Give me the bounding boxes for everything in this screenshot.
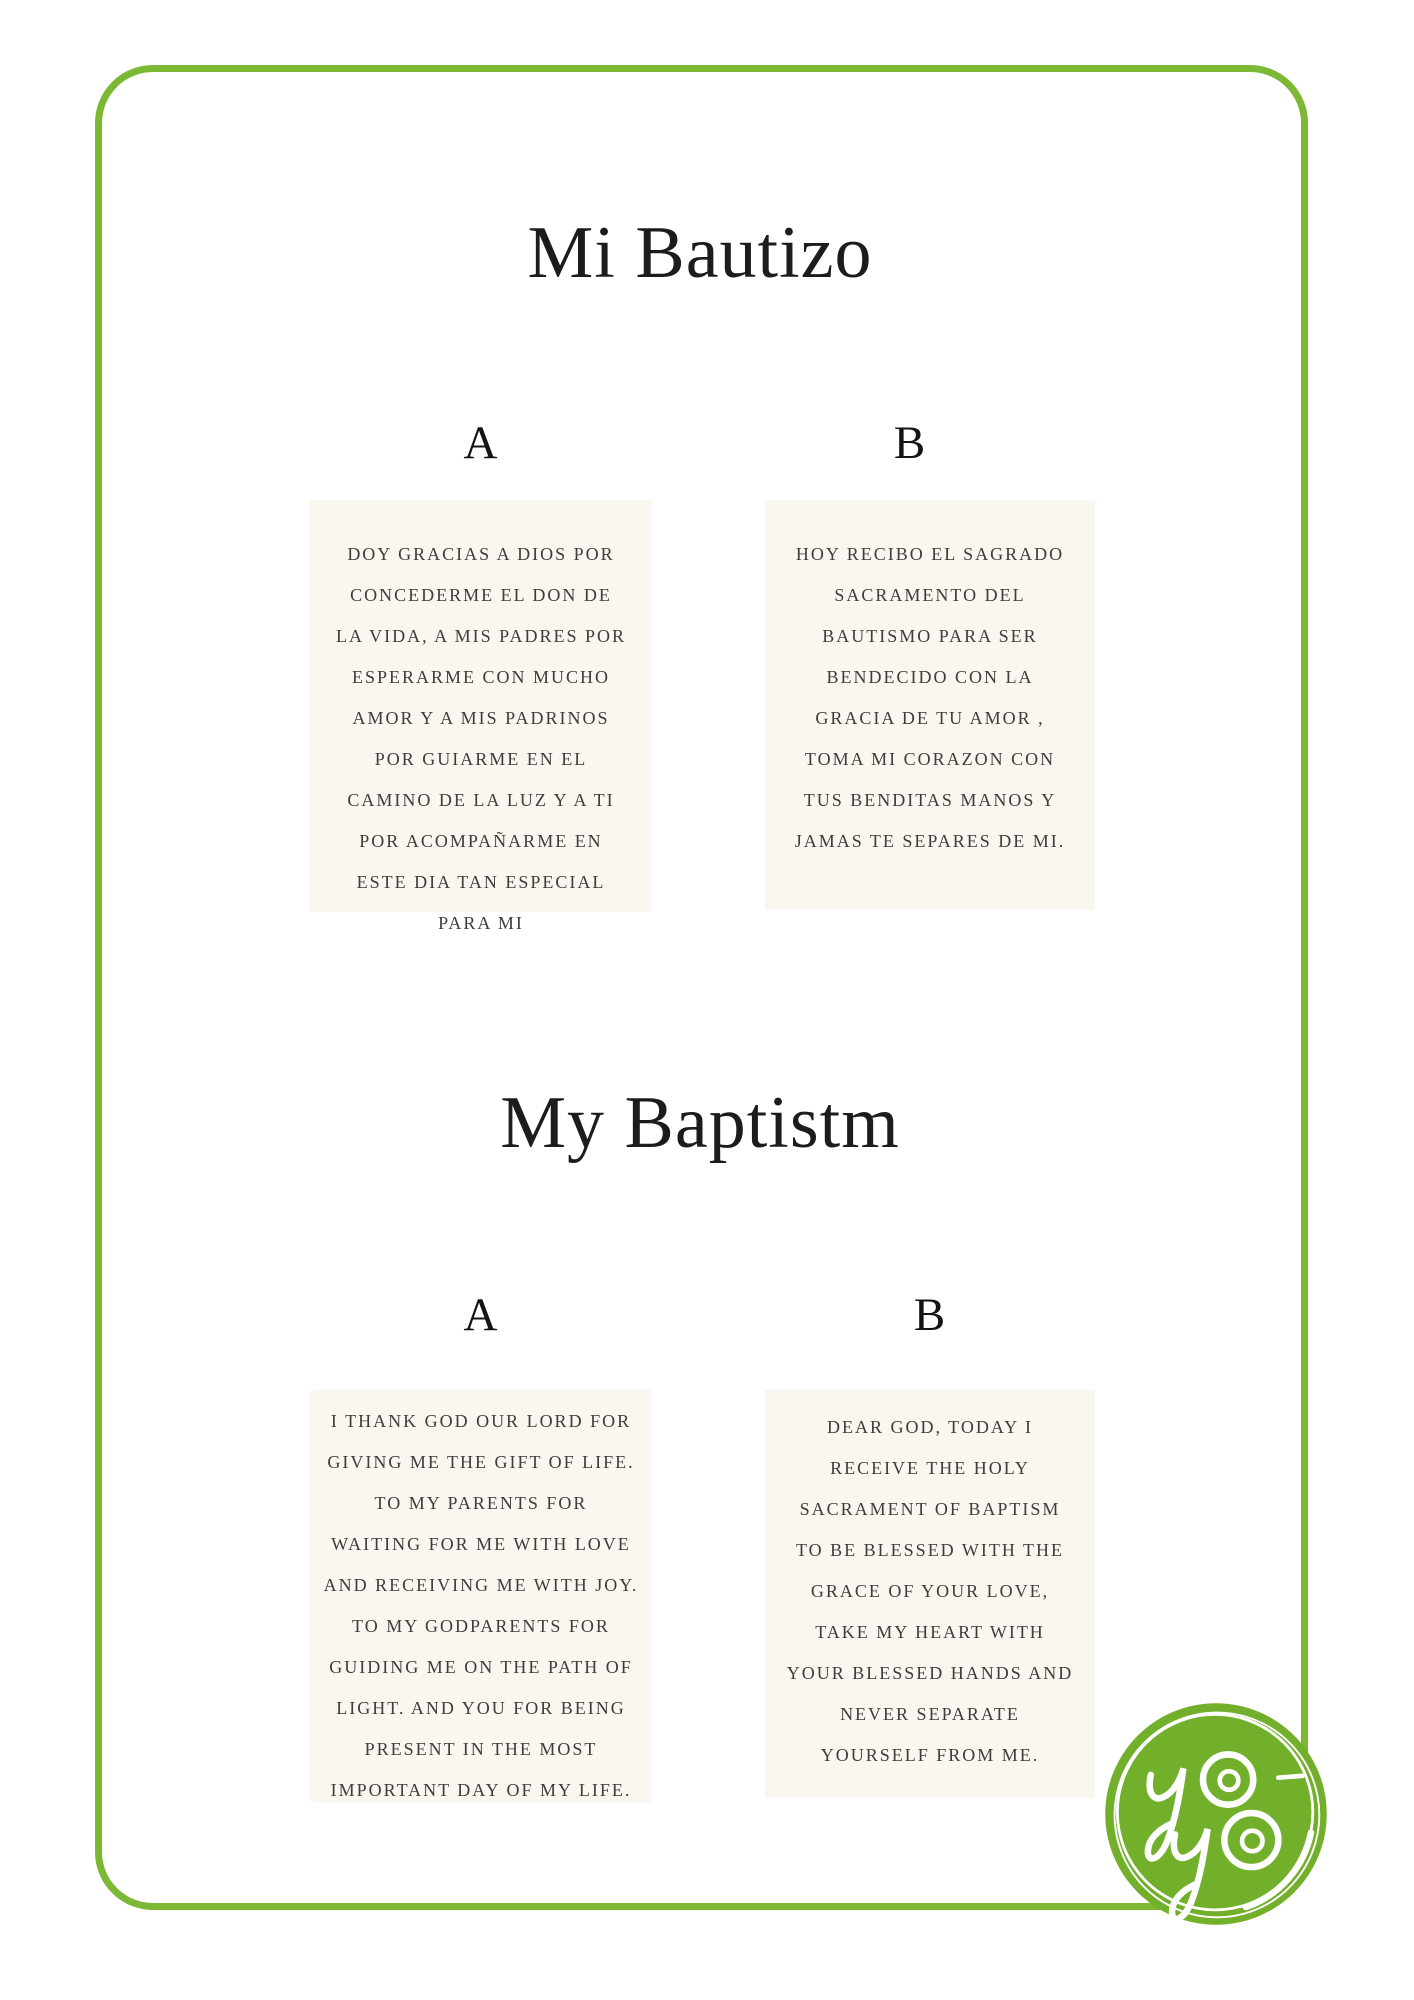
prayer-line: BENDECIDO CON LA: [826, 667, 1034, 687]
prayer-line: CAMINO DE LA LUZ Y A TI: [347, 790, 615, 810]
prayer-line: SACRAMENTO DEL: [834, 585, 1026, 605]
prayer-line: DEAR GOD, TODAY I: [826, 1417, 1033, 1437]
section2-column-a-label: A: [463, 1289, 499, 1341]
prayer-line: GRACE OF YOUR LOVE,: [810, 1581, 1050, 1601]
prayer-line: I THANK GOD OUR LORD FOR: [330, 1411, 632, 1431]
prayer-english-b: [755, 1407, 1105, 1776]
prayer-spanish-b: [755, 534, 1105, 862]
section1-column-b-label: B: [893, 417, 927, 469]
title-english: My Baptistm: [500, 1082, 900, 1164]
logo-circle: [1105, 1703, 1327, 1925]
prayer-line: TUS BENDITAS MANOS Y: [803, 790, 1057, 810]
prayer-line: YOUR BLESSED HANDS AND: [786, 1663, 1074, 1683]
prayer-line: ESPERARME CON MUCHO: [351, 667, 611, 687]
section2-column-b-label: B: [913, 1289, 947, 1341]
prayer-line: TO MY PARENTS FOR: [374, 1493, 588, 1513]
prayer-line: GRACIA DE TU AMOR ,: [815, 708, 1045, 728]
page-border: [95, 65, 1308, 1910]
prayer-line: DOY GRACIAS A DIOS POR: [347, 544, 615, 564]
prayer-line: GIVING ME THE GIFT OF LIFE.: [327, 1452, 635, 1472]
prayer-line: TOMA MI CORAZON CON: [804, 749, 1056, 769]
prayer-line: POR ACOMPAÑARME EN: [359, 831, 603, 851]
prayer-line: BAUTISMO PARA SER: [822, 626, 1038, 646]
prayer-english-a: [300, 1401, 662, 1811]
section1-column-a-label: A: [463, 417, 499, 469]
prayer-line: NEVER SEPARATE: [840, 1704, 1020, 1724]
prayer-line: JAMAS TE SEPARES DE MI.: [794, 831, 1066, 851]
yoyo-logo: [1095, 1693, 1337, 1935]
prayer-line: CONCEDERME EL DON DE: [350, 585, 612, 605]
prayer-line: IMPORTANT DAY OF MY LIFE.: [330, 1780, 632, 1800]
prayer-spanish-a: [300, 534, 662, 944]
prayer-line: TO MY GODPARENTS FOR: [352, 1616, 610, 1636]
prayer-line: AND RECEIVING ME WITH JOY.: [323, 1575, 639, 1595]
prayer-line: LIGHT. AND YOU FOR BEING: [336, 1698, 626, 1718]
prayer-line: SACRAMENT OF BAPTISM: [799, 1499, 1061, 1519]
prayer-line: TO BE BLESSED WITH THE: [796, 1540, 1064, 1560]
prayer-line: WAITING FOR ME WITH LOVE: [331, 1534, 631, 1554]
prayer-line: PRESENT IN THE MOST: [364, 1739, 598, 1759]
prayer-line: POR GUIARME EN EL: [374, 749, 588, 769]
prayer-line: ESTE DIA TAN ESPECIAL: [356, 872, 606, 892]
prayer-line: LA VIDA, A MIS PADRES POR: [335, 626, 627, 646]
prayer-line: YOURSELF FROM ME.: [820, 1745, 1040, 1765]
prayer-line: TAKE MY HEART WITH: [815, 1622, 1045, 1642]
title-spanish: Mi Bautizo: [527, 212, 873, 294]
prayer-line: PARA MI: [438, 913, 524, 933]
prayer-line: AMOR Y A MIS PADRINOS: [352, 708, 610, 728]
prayer-line: RECEIVE THE HOLY: [830, 1458, 1030, 1478]
prayer-line: GUIDING ME ON THE PATH OF: [329, 1657, 633, 1677]
prayer-line: HOY RECIBO EL SAGRADO: [795, 544, 1065, 564]
